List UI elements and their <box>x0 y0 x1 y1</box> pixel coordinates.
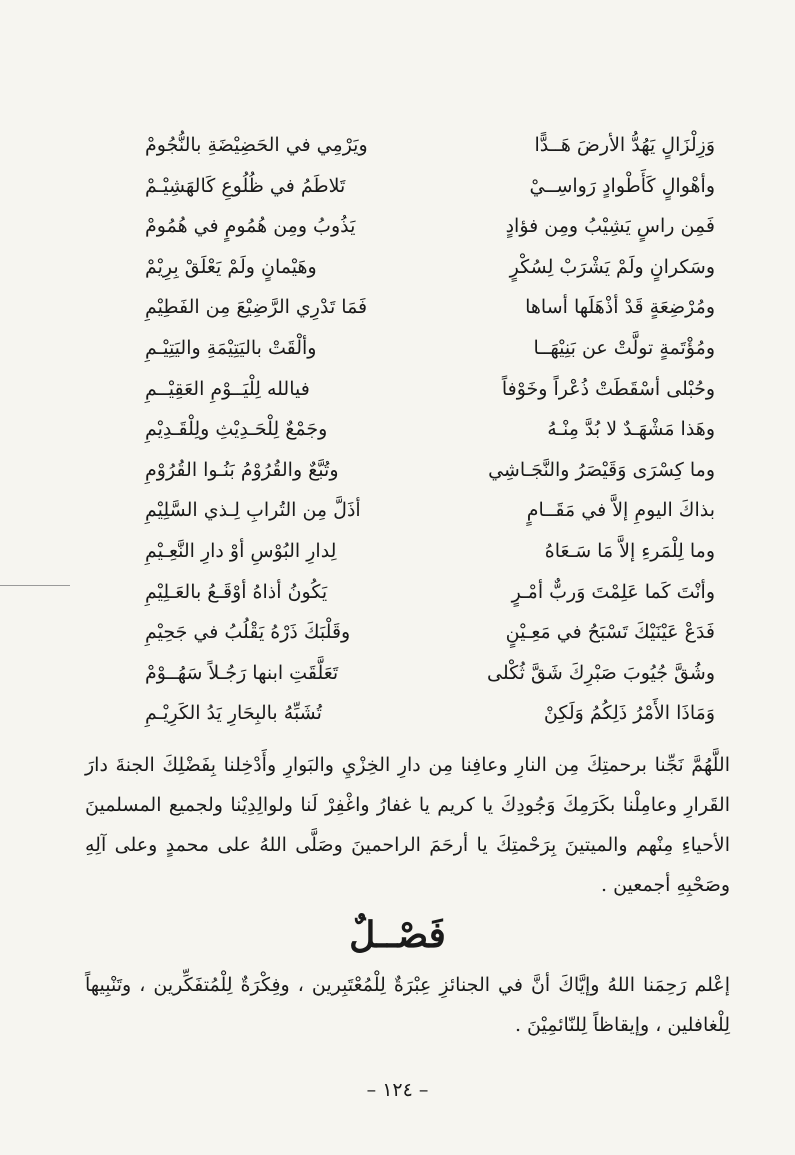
verse-first-hemistich: وشُقَّ جُيُوبَ صَبْرِكَ شَقَّ ثُكْلى <box>487 661 715 684</box>
verse-second-hemistich: فَمَا تَدْرِي الرَّضِيْعَ مِن الفَطِيْمِ <box>145 296 368 319</box>
poem-verse <box>145 166 715 207</box>
poem-verse <box>145 409 715 450</box>
section-paragraph: إعْلم رَحِمَنا اللهُ وإيَّاكَ أنَّ في الجنائزِ عِبْرَةٌ لِلْمُعْتَبِرين ، وفِكْرَةٌ لِلْمُتفَكِّرين ، وتَنْبِيهاً لِلْغافلين ، وإيقاظاً لِلنّائمِيْنَ . <box>85 974 730 1036</box>
verse-first-hemistich: وَمَاذَا الأَمْرُ ذَلِكُمُ وَلَكِنْ <box>543 702 715 725</box>
verse-second-hemistich: وقَلْبَكَ ذَرْهُ يَقْلُبُ في جَحِيْمِ <box>145 621 351 644</box>
verse-first-hemistich: فَدَعْ عَيْنَيْكَ تَسْبَحُ في مَعِـيْنٍ <box>505 621 715 644</box>
verse-first-hemistich: وحُبْلى أسْقَطَتْ ذُعْراً وخَوْفاً <box>501 377 715 400</box>
poem-verse <box>145 693 715 734</box>
poem-verse <box>145 206 715 247</box>
section-heading: فَصْــلٌ <box>349 914 446 956</box>
poem-verse <box>145 490 715 531</box>
page-number: – ١٢٤ – <box>366 1079 429 1101</box>
verse-first-hemistich: ومُؤْتَمةٍ تولَّتْ عن بَنِيْهَــا <box>533 336 715 359</box>
verse-first-hemistich: وما لِلْمَرءِ إلاَّ مَا سَـعَاهُ <box>544 539 715 562</box>
verse-second-hemistich: أذَلَّ مِن التُرابِ لِـذي السَّلِيْمِ <box>145 499 361 522</box>
verse-second-hemistich: وجَمْعٌ لِلْحَـدِيْثِ ولِلْقَـدِيْمِ <box>145 418 328 441</box>
poem-verse <box>145 531 715 572</box>
poem-verse <box>145 369 715 410</box>
verse-second-hemistich: ويَرْمِي في الحَضِيْضَةِ بالنُّجُومْ <box>145 134 368 156</box>
verse-second-hemistich: يَذُوبُ ومِن هُمُومٍ في هُمُومْ <box>145 215 356 238</box>
verse-first-hemistich: وَزِلْزَالٍ يَهُدُّ الأرضَ هَــدًّا <box>534 134 715 156</box>
verse-second-hemistich: لِدارِ البُوْسِ أوْ دارِ النَّعِـيْمِ <box>145 539 337 562</box>
margin-line <box>0 585 70 586</box>
verse-first-hemistich: وأهْوالٍ كَأَطْوادٍ رَواسِــيْ <box>529 174 715 197</box>
poem-verse <box>145 328 715 369</box>
verse-second-hemistich: تَلاطَمُ في ظُلُوعِ كَالهَشِيْـمْ <box>145 174 346 197</box>
verse-second-hemistich: وهَيْمانٍ ولَمْ يَعْلَقْ بِرِيْمْ <box>145 255 317 278</box>
poem <box>145 125 715 734</box>
poem-verse <box>145 247 715 288</box>
verse-first-hemistich: وسَكرانٍ ولَمْ يَشْرَبْ لِسُكْرٍ <box>509 255 715 278</box>
poem-verse <box>145 450 715 491</box>
verse-second-hemistich: تَعَلَّقَتِ ابنها رَجُـلاً سَهُــوْمْ <box>145 661 339 684</box>
verse-first-hemistich: بذاكَ اليومِ إلاَّ في مَقَــامٍ <box>526 499 715 522</box>
poem-verse <box>145 125 715 166</box>
verse-second-hemistich: يَكُونُ أذاهُ أوْقَـعُ بالعَـلِيْمِ <box>145 580 328 603</box>
dua-paragraph: اللَّهُمَّ نَجِّنا برحمتِكَ مِن النارِ وعافِنا مِن دارِ الخِزْيِ والبَوارِ وأَدْخِلنا بِفَضْلِكَ الجنةَ دارَ القَرارِ وعامِلْنا بكَرَمِكَ وَجُودِكَ يا كريم يا غفارُ واغْفِرْ لَنا ولوالِدِيْنا ولجميع المسلمينَ الأحياءِ مِنْهم والميتينَ بِرَحْمتِكَ يا أرحَمَ الراحمينَ وصَلَّى اللهُ على محمدٍ وعلى آلِهِ وصَحْبِهِ أجمعين . <box>85 754 730 896</box>
verse-first-hemistich: وما كِسْرَى وَقَيْصَرُ والنَّجَـاشِي <box>488 458 715 481</box>
verse-first-hemistich: وهَذا مَشْهَـدٌ لا بُدَّ مِنْـهُ <box>547 418 715 441</box>
poem-verse <box>145 612 715 653</box>
verse-second-hemistich: وتُبَّعٌ والقُرُوْمُ بَنُـوا القُرُوْمِ <box>145 458 339 481</box>
verse-first-hemistich: ومُرْضِعَةٍ قَدْ أذْهَلَها أساها <box>525 296 715 319</box>
verse-first-hemistich: فَمِن راسٍ يَشِيْبُ ومِن فؤادٍ <box>505 215 715 238</box>
poem-verse <box>145 572 715 613</box>
verse-second-hemistich: فيالله لِلْيَــوْمِ العَقِيْــمِ <box>145 377 310 400</box>
poem-verse <box>145 287 715 328</box>
verse-first-hemistich: وأنْتَ كَما عَلِمْتَ وَربٌّ أمْـرٍ <box>511 580 715 603</box>
verse-second-hemistich: تُشَبِّهُ بالبِحَارِ يَدُ الكَرِيْـمِ <box>145 702 322 725</box>
poem-verse <box>145 653 715 694</box>
verse-second-hemistich: وألْقَتْ باليَتِيْمَةِ واليَتِيْـمِ <box>145 336 317 359</box>
